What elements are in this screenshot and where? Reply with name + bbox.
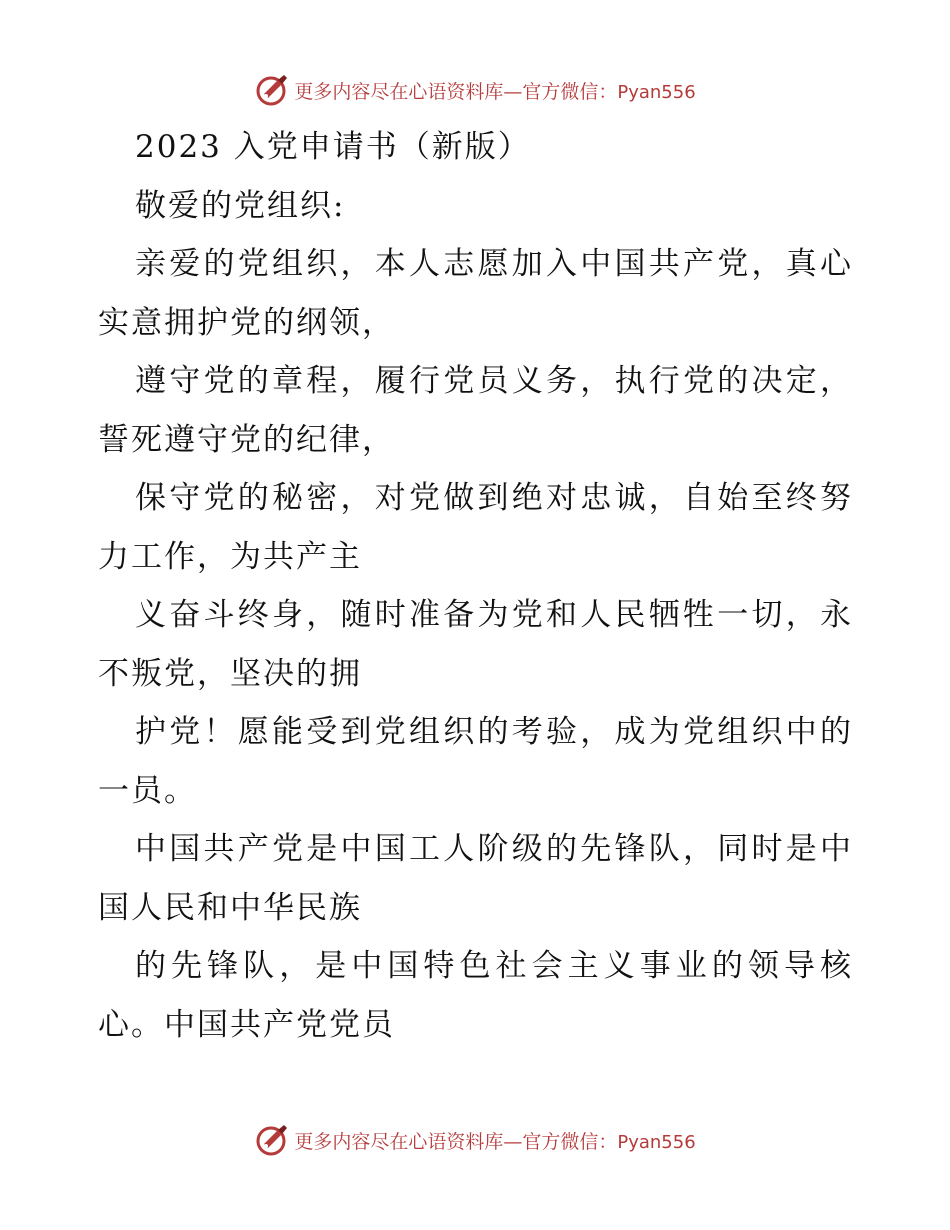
paragraph: 护党！愿能受到党组织的考验，成为党组织中的一员。 [98,714,853,809]
paragraph: 遵守党的章程，履行党员义务，执行党的决定，誓死遵守党的纪律， [98,363,853,458]
salutation: 敬爱的党组织: [135,187,346,224]
banner-wechat-id: Pyan556 [617,1131,696,1153]
paragraph: 亲爱的党组织，本人志愿加入中国共产党，真心实意拥护党的纲领， [98,246,853,341]
pen-circle-logo-icon [254,1122,290,1158]
document-body [98,118,853,1054]
banner-text [294,77,695,104]
paragraph: 中国共产党是中国工人阶级的先锋队，同时是中国人民和中华民族 [98,831,853,926]
banner-slogan: 更多内容尽在心语资料库—官方微信： [294,80,618,103]
banner-slogan: 更多内容尽在心语资料库—官方微信： [294,1130,618,1153]
paragraph: 的先锋队，是中国特色社会主义事业的领导核心。中国共产党党员 [98,948,853,1043]
pen-circle-logo-icon [254,72,290,108]
document-title: 2023 入党申请书（新版） [135,129,531,165]
footer-banner [0,1120,950,1160]
banner-text [294,1127,695,1154]
banner-wechat-id: Pyan556 [617,81,696,103]
header-banner [0,70,950,110]
paragraph: 保守党的秘密，对党做到绝对忠诚，自始至终努力工作，为共产主 [98,480,853,575]
paragraph: 义奋斗终身，随时准备为党和人民牺牲一切，永不叛党，坚决的拥 [98,597,853,692]
